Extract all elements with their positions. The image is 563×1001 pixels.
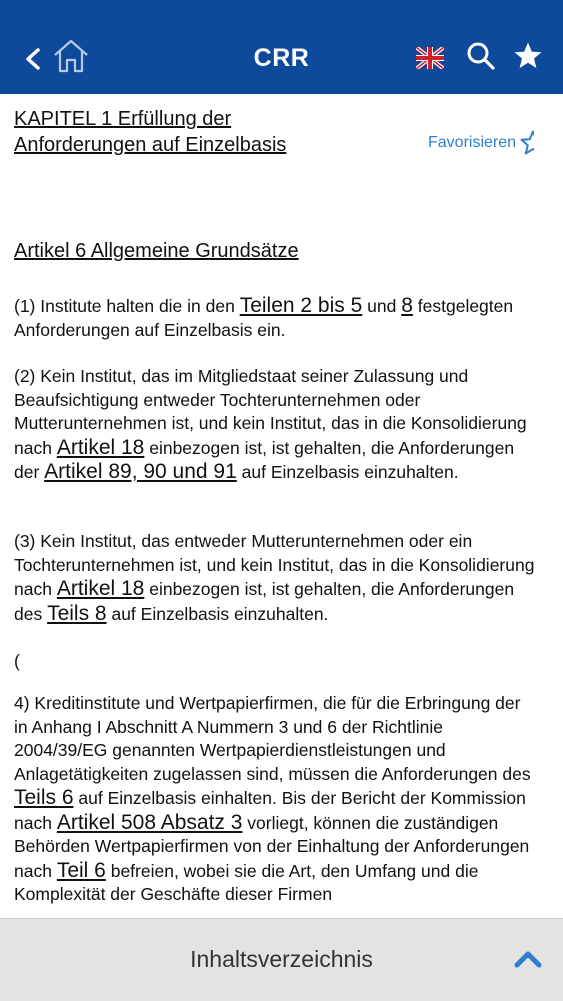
paragraph-text: (2) Kein Institut, das im Mitgliedstaat seiner Zulassung und Beaufsichtigung entweder Tochterunternehmen oder Mutterunternehmen ist, und kein Institut, das in die Konsolidierung nach bbox=[14, 366, 527, 458]
paragraph-4 bbox=[14, 650, 534, 674]
link-artikel-18[interactable]: Artikel 18 bbox=[56, 435, 145, 459]
favorite-button[interactable] bbox=[428, 130, 534, 156]
paragraph-text: einbezogen ist, ist gehalten, die Anforderungen der bbox=[14, 437, 515, 482]
link-teil-8[interactable]: 8 bbox=[401, 294, 413, 317]
link-teilen-2-bis-5[interactable]: Teilen 2 bis 5 bbox=[239, 294, 363, 317]
paragraph-text: einbezogen ist, ist gehalten, die Anforderungen des bbox=[14, 579, 515, 624]
paragraph-text: auf Einzelbasis einzuhalten. bbox=[236, 462, 459, 482]
paragraph-text: auf Einzelbasis einzuhalten. bbox=[106, 603, 329, 624]
link-artikel-18[interactable]: Artikel 18 bbox=[56, 577, 145, 600]
table-of-contents-label[interactable]: Inhaltsverzeichnis bbox=[190, 946, 373, 972]
favorite-label: Favorisieren bbox=[428, 134, 517, 151]
search-icon[interactable] bbox=[466, 41, 496, 71]
chevron-up-icon[interactable] bbox=[512, 947, 544, 971]
article-title[interactable]: Artikel 6 Allgemeine Grundsätze bbox=[14, 240, 299, 262]
link-artikel-508-absatz-3[interactable]: Artikel 508 Absatz 3 bbox=[56, 810, 243, 834]
paragraph-text: (3) Kein Institut, das entweder Mutterunternehmen oder ein Tochterunternehmen ist, und kein Institut, das in die Konsolidierung nach bbox=[14, 531, 534, 599]
page-title: CRR bbox=[253, 44, 310, 72]
paragraph-text: ( bbox=[14, 651, 20, 671]
paragraph-1 bbox=[14, 294, 534, 342]
paragraph-text: (1) Institute halten die in den bbox=[14, 296, 240, 316]
paragraph-text: festgelegten Anforderungen auf Einzelbasis ein. bbox=[14, 296, 514, 340]
paragraph-5 bbox=[14, 692, 534, 907]
paragraph-text: und bbox=[362, 296, 402, 316]
link-teil-6[interactable]: Teil 6 bbox=[56, 858, 106, 882]
link-teils-8[interactable]: Teils 8 bbox=[47, 601, 107, 625]
paragraph-text: befreien, wobei sie die Art, den Umfang und die Komplexität der Geschäfte dieser Firmen bbox=[14, 860, 479, 904]
top-navigation-bar bbox=[0, 0, 563, 94]
paragraph-text: auf Einzelbasis einhalten. Bis der Bericht der Kommission nach bbox=[14, 788, 526, 833]
table-of-contents-bar[interactable] bbox=[0, 918, 563, 1001]
chapter-title[interactable] bbox=[14, 106, 344, 158]
paragraph-2 bbox=[14, 365, 534, 485]
star-outline-icon bbox=[520, 130, 534, 156]
article-content[interactable] bbox=[14, 106, 534, 918]
paragraph-text: 4) Kreditinstitute und Wertpapierfirmen, die für die Erbringung der in Anhang I Abschnitt A Nummern 3 und 6 der Richtlinie 2004/39/EG genannten Wertpapierdienstleistungen und Anlagetätigkeiten zugelassen sind, müssen die Anforderungen des bbox=[14, 693, 531, 784]
paragraph-text: vorliegt, können die zuständigen Behörden Wertpapierfirmen von der Einhaltung der Anforderungen nach bbox=[14, 812, 530, 881]
paragraph-3 bbox=[14, 530, 534, 626]
link-teils-6[interactable]: Teils 6 bbox=[14, 786, 74, 809]
uk-flag-icon[interactable] bbox=[416, 47, 444, 69]
star-icon[interactable] bbox=[513, 41, 543, 71]
link-artikel-89-90-91[interactable]: Artikel 89, 90 und 91 bbox=[44, 460, 237, 483]
chapter-title-text[interactable]: KAPITEL 1 Erfüllung der Anforderungen auf Einzelbasis bbox=[14, 108, 287, 156]
